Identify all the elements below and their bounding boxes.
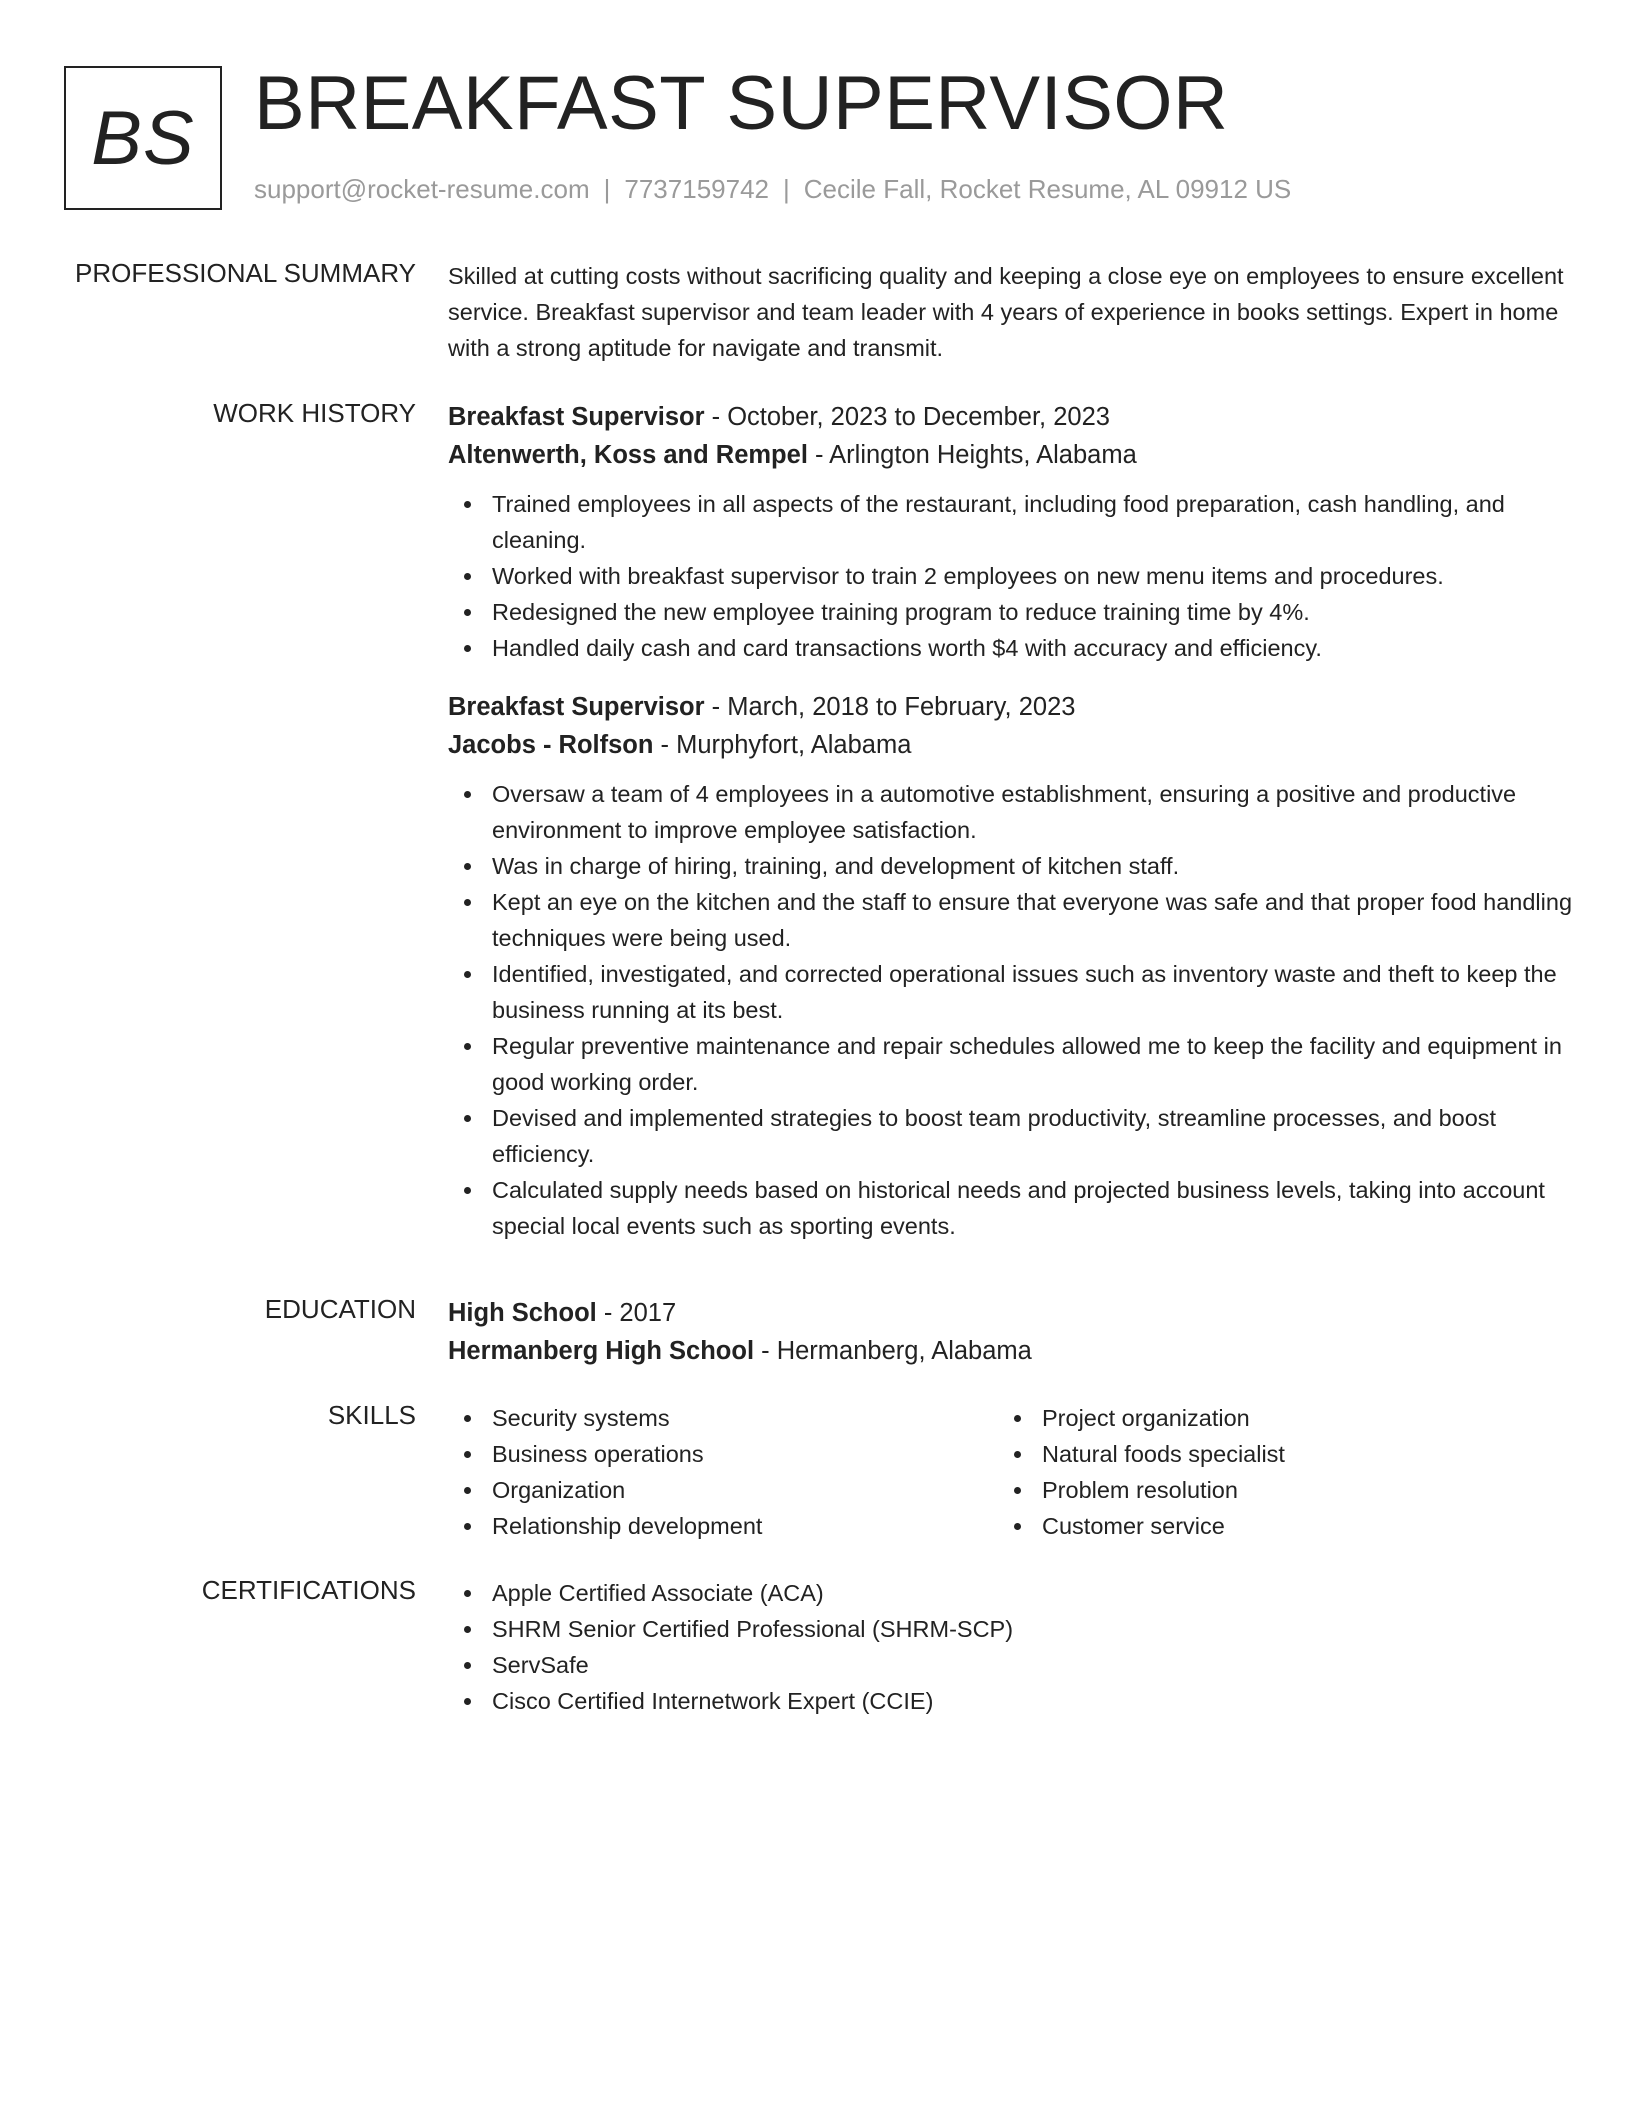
- list-item: Customer service: [998, 1508, 1548, 1544]
- list-item: Security systems: [448, 1400, 998, 1436]
- list-item: ServSafe: [448, 1647, 1584, 1683]
- education-year: - 2017: [596, 1299, 677, 1327]
- job-company-line: [448, 436, 1584, 474]
- list-item: Problem resolution: [998, 1472, 1548, 1508]
- work-history-body: [448, 398, 1584, 1266]
- certifications-list: [448, 1575, 1584, 1719]
- education-school: Hermanberg High School: [448, 1337, 755, 1365]
- list-item: Relationship development: [448, 1508, 998, 1544]
- contact-address: Cecile Fall, Rocket Resume, AL 09912 US: [803, 174, 1292, 204]
- contact-line: [254, 174, 1291, 205]
- job-bullets: [448, 776, 1584, 1244]
- job-title-line: [448, 398, 1584, 436]
- job-title: Breakfast Supervisor: [448, 693, 705, 721]
- job-location: - Arlington Heights, Alabama: [807, 441, 1137, 469]
- list-item: Identified, investigated, and corrected operational issues such as inventory waste and theft to keep the business running at its best.: [448, 956, 1584, 1028]
- section-label-education: EDUCATION: [264, 1294, 416, 1324]
- section-label-work-history: WORK HISTORY: [213, 398, 416, 428]
- skills-column-right: [998, 1400, 1548, 1544]
- list-item: SHRM Senior Certified Professional (SHRM-SCP): [448, 1611, 1584, 1647]
- certifications-body: [448, 1575, 1584, 1719]
- skills-column-left: [448, 1400, 998, 1544]
- job-company: Jacobs - Rolfson: [448, 731, 654, 759]
- education-degree: High School: [448, 1299, 597, 1327]
- contact-email[interactable]: support@rocket-resume.com: [254, 174, 590, 204]
- skills-body: [448, 1400, 1584, 1544]
- job-bullets: [448, 486, 1584, 666]
- education-location: - Hermanberg, Alabama: [754, 1337, 1032, 1365]
- section-label-summary: PROFESSIONAL SUMMARY: [75, 258, 416, 288]
- list-item: Trained employees in all aspects of the restaurant, including food preparation, cash handling, and cleaning.: [448, 486, 1584, 558]
- job-title-line: [448, 688, 1584, 726]
- resume-header: [64, 61, 1584, 210]
- job-dates: - March, 2018 to February, 2023: [704, 693, 1076, 721]
- summary-text: Skilled at cutting costs without sacrificing quality and keeping a close eye on employees to ensure excellent service. Breakfast supervisor and team leader with 4 years of experience in books settings. Expert in home with a strong aptitude for navigate and transmit.: [448, 263, 1564, 361]
- contact-separator: |: [603, 174, 611, 204]
- contact-phone[interactable]: 7737159742: [624, 174, 769, 204]
- list-item: Cisco Certified Internetwork Expert (CCIE): [448, 1683, 1584, 1719]
- section-label-skills: SKILLS: [327, 1400, 416, 1430]
- job-location: - Murphyfort, Alabama: [653, 731, 912, 759]
- education-degree-line: [448, 1294, 1584, 1332]
- list-item: Worked with breakfast supervisor to train 2 employees on new menu items and procedures.: [448, 558, 1584, 594]
- list-item: Calculated supply needs based on historical needs and projected business levels, taking into account special local events such as sporting events.: [448, 1172, 1584, 1244]
- list-item: Apple Certified Associate (ACA): [448, 1575, 1584, 1611]
- list-item: Natural foods specialist: [998, 1436, 1548, 1472]
- section-label-certifications: CERTIFICATIONS: [201, 1575, 416, 1605]
- list-item: Regular preventive maintenance and repair schedules allowed me to keep the facility and equipment in good working order.: [448, 1028, 1584, 1100]
- job-title: Breakfast Supervisor: [448, 403, 705, 431]
- job-dates: - October, 2023 to December, 2023: [704, 403, 1110, 431]
- list-item: Devised and implemented strategies to boost team productivity, streamline processes, and boost efficiency.: [448, 1100, 1584, 1172]
- skills-grid: [448, 1400, 1584, 1544]
- list-item: Redesigned the new employee training program to reduce training time by 4%.: [448, 594, 1584, 630]
- list-item: Project organization: [998, 1400, 1548, 1436]
- monogram-box: [64, 66, 222, 210]
- education-body: [448, 1294, 1584, 1370]
- monogram-initials: BS: [91, 95, 195, 181]
- job-entry: [448, 688, 1584, 1244]
- list-item: Business operations: [448, 1436, 998, 1472]
- list-item: Oversaw a team of 4 employees in a automotive establishment, ensuring a positive and productive environment to improve employee satisfaction.: [448, 776, 1584, 848]
- job-company: Altenwerth, Koss and Rempel: [448, 441, 808, 469]
- list-item: Organization: [448, 1472, 998, 1508]
- job-entry: [448, 398, 1584, 666]
- list-item: Was in charge of hiring, training, and development of kitchen staff.: [448, 848, 1584, 884]
- job-company-line: [448, 726, 1584, 764]
- contact-separator: |: [783, 174, 790, 204]
- education-school-line: [448, 1332, 1584, 1370]
- list-item: Kept an eye on the kitchen and the staff to ensure that everyone was safe and that proper food handling techniques were being used.: [448, 884, 1584, 956]
- list-item: Handled daily cash and card transactions worth $4 with accuracy and efficiency.: [448, 630, 1584, 666]
- candidate-title: BREAKFAST SUPERVISOR: [254, 61, 1229, 146]
